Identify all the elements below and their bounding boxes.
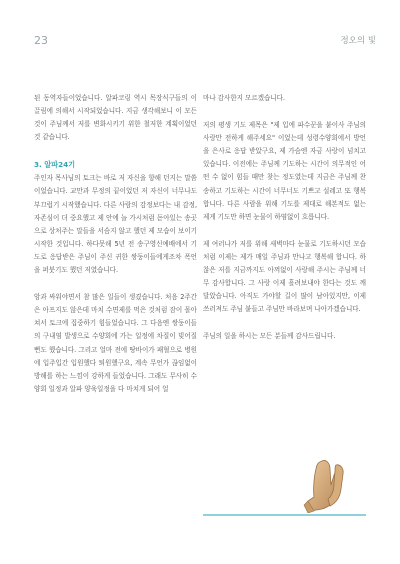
right-paragraph-2: 저의 평생 기도 제목은 "제 입에 파수꾼을 붙이사 주님의 사랑만 전하게 해주세요" 이었는데 성령수양회에서 방언을 은사로 응답 받았구요, 제 가슴엔 자금 사랑이 넘치고 있습니다. 이전에는 주님께 기도하는 시간이 의무적인 어떤 수 없이 힘들 때만 찾는 정도였는데 지금은 주님께 찬송하고 기도하는 시간이 너무너도 기쁘고 설레고 또 행복합니다. 다른 사람을 위해 기도를 제대로 해본적도 없는 제게 기도만 하면 눈물이 하염없이 흐릅니다. xyxy=(203,121,366,221)
left-paragraph-3: 암과 싸워야면서 참 많은 일들이 생겼습니다. 처음 2주간은 아프지도 않은데 마치 수면제를 먹은 것처럼 잠이 몰아쳐서 토크에 집중하기 힘들었습니다. 그 다음엔 쌍둥이들의 구내염 발생으로 수양회에 가는 일정에 차질이 빚어질 뻔도 했습니다. 그리고 얼마 전에 땅바이가 패혈으로 병원에 입주입간 입원했다 퇴원했구요, 계속 무언가 끊임없이 방해를 하는 느낌이 강하게 들었습니다. 그래도 무사히 수양회 일정과 알파 양육일정을 다 마치게 되어 얼 xyxy=(34,293,197,393)
bottom-divider xyxy=(203,514,366,516)
left-paragraph-2: 주인자 목사님의 토크는 바로 저 자신을 향해 던지는 말씀이었습니다. 교만과 무정의 끝이었던 저 자신이 너무나도 부끄럽기 시작했습니다. 다른 사람의 감정보다는 내 감정, 자존심이 더 중요했고 제 안에 늘 가시처럼 돋아있는 송곳으로 상처주는 말들을 서슴지 않고 했던 제 모습이 보이기 시작한 것입니다. 하다못해 5년 전 송구영신예배에서 기도로 응답받은 주님이 주신 귀한 쌍둥이들에게조차 폭언을 퍼붓기도 했던 저였습니다. xyxy=(34,174,197,275)
right-column xyxy=(203,92,366,344)
praying-hands-icon xyxy=(300,455,358,513)
right-paragraph-4: 주님의 일을 하시는 모든 분들께 감사드립니다. xyxy=(203,332,336,341)
left-column xyxy=(34,92,197,396)
section-title: 정오의 빛 xyxy=(340,36,376,46)
right-paragraph-3: 제 여러나가 저를 위해 새벽마다 눈물로 기도하시던 모습처럼 이제는 제가 매일 주님과 만나고 행복해 합니다. 하찮은 저를 지금까지도 아껴없이 사랑해 주시는 주님께 너무 감사합니다. 그 사랑 이제 흘려보내야 한다는 것도 깨달았습니다. 아직도 가야할 길이 많이 남아있지만, 이제 쓰러져도 주님 붙들고 주님만 바라보며 나아가겠습니다. xyxy=(203,239,366,314)
section-heading: 3. 알파24기 xyxy=(34,160,76,170)
right-paragraph-1: 마나 감사한지 모르겠습니다. xyxy=(203,94,285,102)
left-paragraph-1: 된 동역자들이었습니다. 알파코링 역시 목장식구들의 이끌림에 의해서 시작되었습니다. 지금 생각해보니 이 모든 것이 주님께서 저를 변화시키기 위한 철저한 계획이었던 것 같습니다. xyxy=(34,94,197,142)
page-number: 23 xyxy=(34,34,48,47)
